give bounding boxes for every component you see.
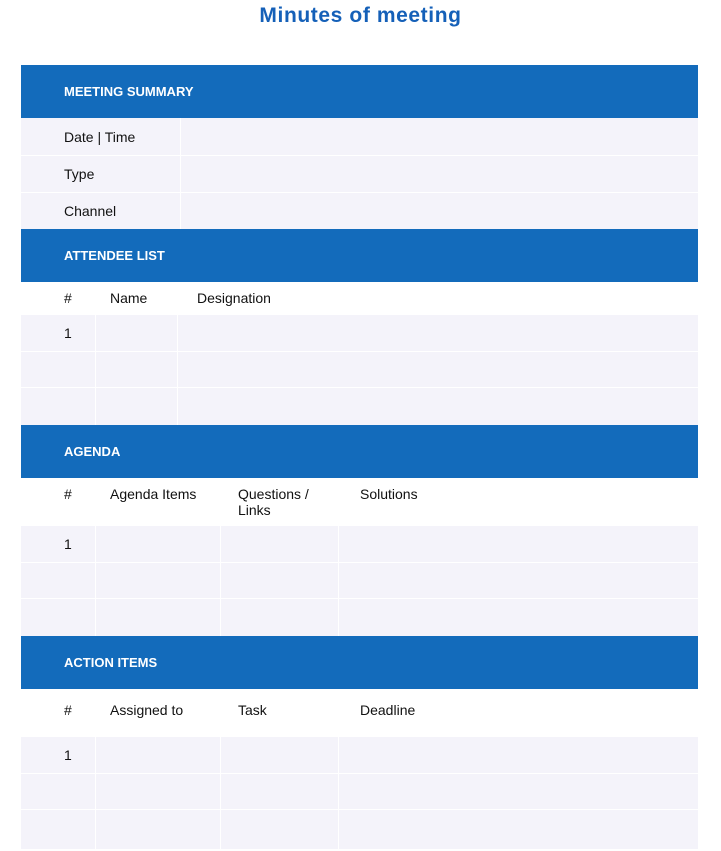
agenda-col-questions: Questions / Links xyxy=(238,486,309,518)
page-title: Minutes of meeting xyxy=(259,4,462,27)
action-row xyxy=(21,809,698,849)
attendee-col-designation: Designation xyxy=(197,290,271,306)
agenda-col-solutions: Solutions xyxy=(360,486,418,502)
meeting-summary-header: MEETING SUMMARY xyxy=(21,65,698,118)
action-deadline-field[interactable] xyxy=(338,737,698,773)
date-time-field[interactable] xyxy=(180,118,698,155)
attendee-designation-field[interactable] xyxy=(177,352,698,387)
attendee-row-number xyxy=(21,388,95,425)
agenda-col-items: Agenda Items xyxy=(110,486,197,502)
agenda-solutions-field[interactable] xyxy=(338,563,698,598)
action-items-header: ACTION ITEMS xyxy=(21,636,698,689)
agenda-row xyxy=(21,598,698,636)
type-field[interactable] xyxy=(180,156,698,192)
agenda-header: AGENDA xyxy=(21,425,698,478)
attendee-row xyxy=(21,387,698,425)
action-deadline-field[interactable] xyxy=(338,774,698,809)
channel-label: Channel xyxy=(64,203,117,219)
action-assigned-field[interactable] xyxy=(95,737,220,773)
action-assigned-field[interactable] xyxy=(95,774,220,809)
attendee-row xyxy=(21,315,698,351)
attendee-designation-field[interactable] xyxy=(177,388,698,425)
agenda-row-number xyxy=(21,563,95,598)
attendee-designation-field[interactable] xyxy=(177,315,698,351)
agenda-questions-field[interactable] xyxy=(220,526,338,562)
attendee-list-header: ATTENDEE LIST xyxy=(21,229,698,282)
agenda-col-number: # xyxy=(64,486,72,502)
action-row-number xyxy=(21,774,95,809)
agenda-item-field[interactable] xyxy=(95,563,220,598)
attendee-row-number: 1 xyxy=(64,325,72,341)
action-col-task: Task xyxy=(238,702,267,718)
agenda-item-field[interactable] xyxy=(95,599,220,636)
agenda-column-headers xyxy=(21,478,698,526)
attendee-column-headers xyxy=(21,282,698,315)
action-col-assigned: Assigned to xyxy=(110,702,184,718)
agenda-solutions-field[interactable] xyxy=(338,526,698,562)
attendee-col-number: # xyxy=(64,290,72,306)
action-assigned-field[interactable] xyxy=(95,810,220,849)
attendee-row-number xyxy=(21,352,95,387)
minutes-document xyxy=(21,65,698,849)
action-row xyxy=(21,773,698,809)
agenda-item-field[interactable] xyxy=(95,526,220,562)
action-column-headers xyxy=(21,689,698,737)
action-col-number: # xyxy=(64,702,72,718)
action-task-field[interactable] xyxy=(220,774,338,809)
agenda-questions-field[interactable] xyxy=(220,563,338,598)
agenda-questions-field[interactable] xyxy=(220,599,338,636)
agenda-row-number: 1 xyxy=(64,536,72,552)
meeting-summary-table xyxy=(21,118,698,229)
action-col-deadline: Deadline xyxy=(360,702,416,718)
agenda-row xyxy=(21,526,698,562)
action-deadline-field[interactable] xyxy=(338,810,698,849)
action-task-field[interactable] xyxy=(220,737,338,773)
summary-row-channel xyxy=(21,192,698,229)
agenda-row xyxy=(21,562,698,598)
action-row-number: 1 xyxy=(64,747,72,763)
attendee-name-field[interactable] xyxy=(95,315,177,351)
channel-field[interactable] xyxy=(180,193,698,229)
summary-row-type xyxy=(21,155,698,192)
action-task-field[interactable] xyxy=(220,810,338,849)
agenda-solutions-field[interactable] xyxy=(338,599,698,636)
action-row xyxy=(21,737,698,773)
action-row-number xyxy=(21,810,95,849)
attendee-name-field[interactable] xyxy=(95,388,177,425)
agenda-row-number xyxy=(21,599,95,636)
attendee-row xyxy=(21,351,698,387)
attendee-name-field[interactable] xyxy=(95,352,177,387)
summary-row-date-time xyxy=(21,118,698,155)
date-time-label: Date | Time xyxy=(64,128,136,145)
type-label: Type xyxy=(64,166,95,182)
attendee-col-name: Name xyxy=(110,290,148,306)
